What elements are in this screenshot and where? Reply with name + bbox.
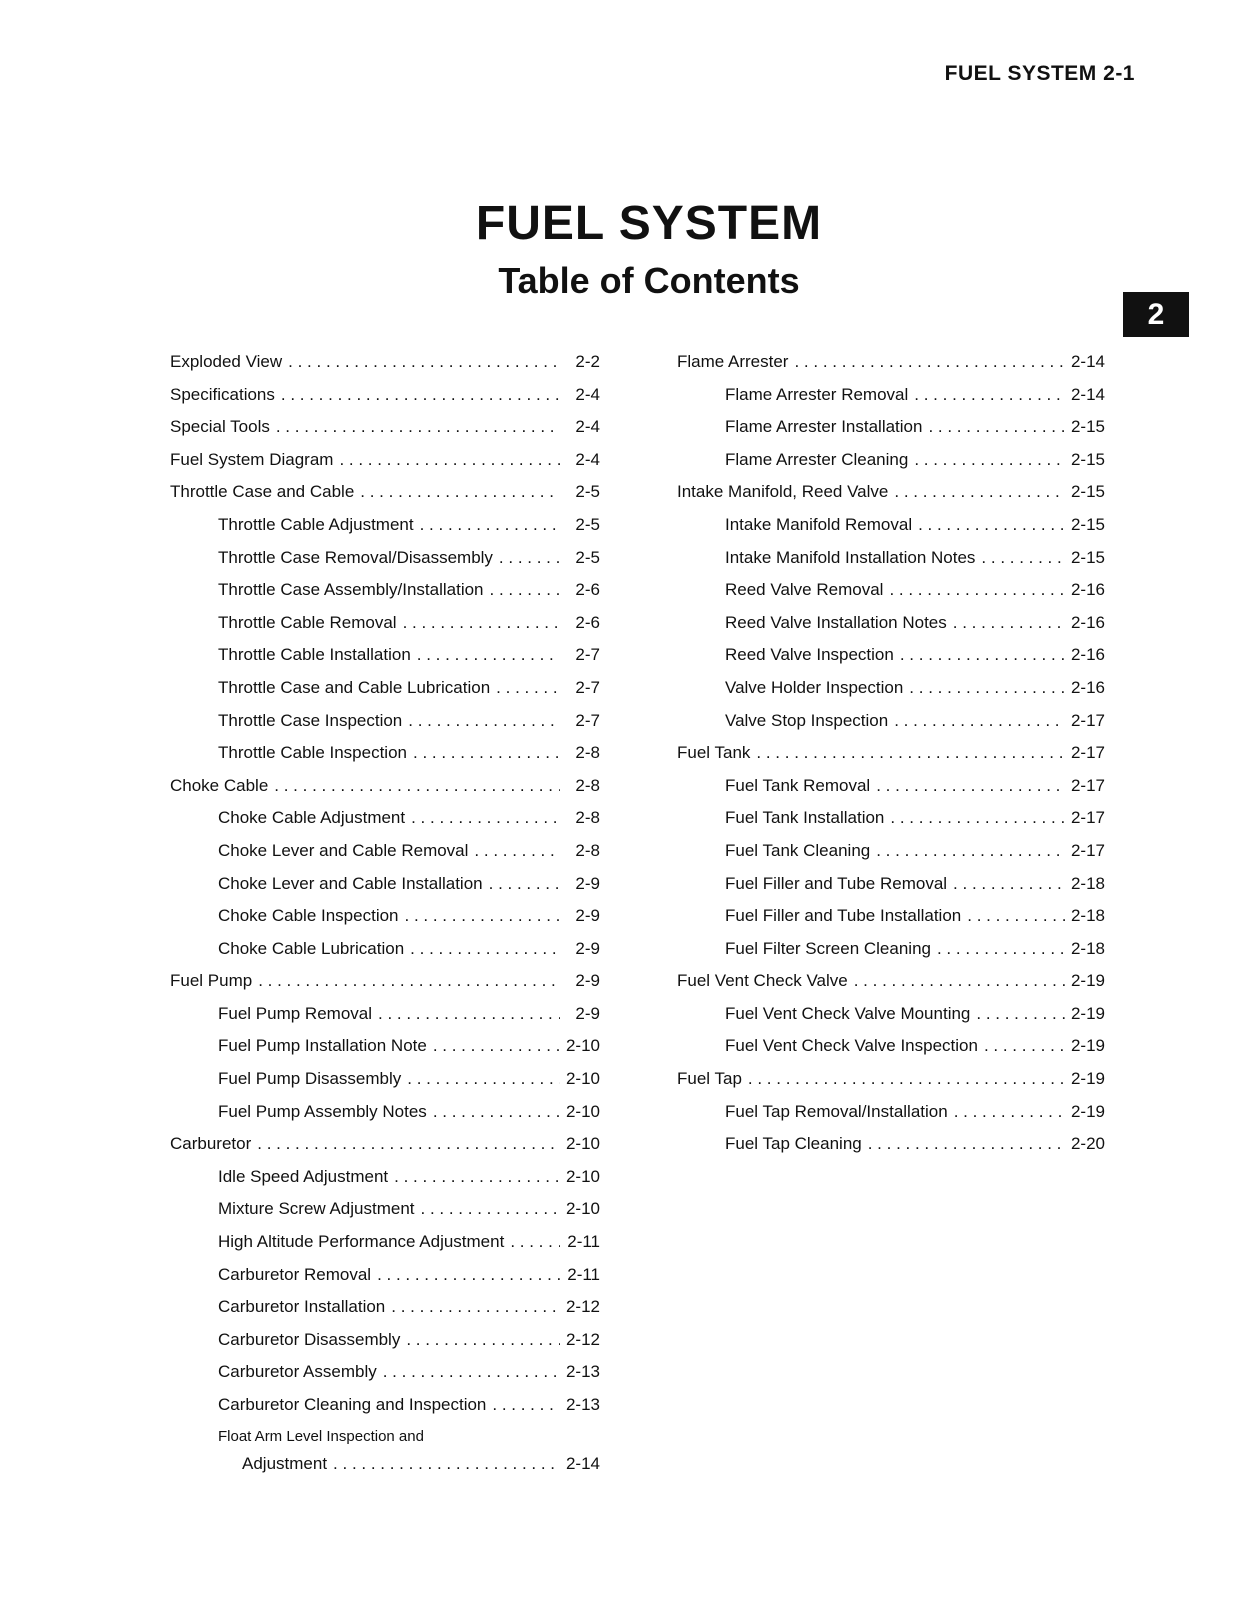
toc-leader-dots (756, 743, 1065, 763)
toc-entry (677, 841, 1105, 874)
toc-entry (677, 1036, 1105, 1069)
toc-entry (677, 1102, 1105, 1135)
toc-entry (677, 548, 1105, 581)
toc-leader-dots (928, 417, 1065, 437)
toc-entry (170, 1297, 600, 1330)
toc-entry-page: 2-12 (565, 1329, 600, 1349)
toc-leader-dots (377, 1265, 560, 1285)
toc-entry (170, 450, 600, 483)
toc-entry-label: Valve Holder Inspection (725, 677, 904, 697)
toc-entry-label: Fuel Tank (677, 743, 751, 763)
toc-entry-page: 2-4 (575, 417, 600, 437)
toc-entry-page: 2-18 (1070, 906, 1105, 926)
toc-entry-label: Choke Lever and Cable Removal (218, 840, 469, 860)
toc-leader-dots (967, 906, 1065, 926)
toc-entry (170, 548, 600, 581)
toc-leader-dots (407, 1069, 560, 1089)
toc-entry-page: 2-9 (575, 938, 600, 958)
toc-entry-label: Throttle Cable Adjustment (218, 514, 414, 534)
toc-leader-dots (953, 613, 1065, 633)
toc-entry (170, 1167, 600, 1200)
toc-entry (170, 939, 600, 972)
toc-leader-dots (914, 385, 1065, 405)
toc-entry-page: 2-19 (1070, 1101, 1105, 1121)
toc-entry-label: Specifications (170, 384, 275, 404)
toc-leader-dots (333, 1454, 560, 1474)
toc-leader-dots (490, 580, 560, 600)
toc-leader-dots (258, 971, 560, 991)
running-header: FUEL SYSTEM 2-1 (944, 62, 1135, 85)
toc-leader-dots (976, 1004, 1065, 1024)
toc-entry-label: Choke Cable Inspection (218, 906, 399, 926)
toc-entry (677, 515, 1105, 548)
toc-leader-dots (403, 613, 560, 633)
toc-entry-page: 2-5 (575, 482, 600, 502)
toc-entry (677, 417, 1105, 450)
toc-entry-page: 2-17 (1070, 808, 1105, 828)
toc-entry-label: Fuel Vent Check Valve (677, 971, 848, 991)
toc-entry-page: 2-11 (567, 1232, 600, 1252)
toc-leader-dots (937, 939, 1065, 959)
toc-entry-label: Valve Stop Inspection (725, 710, 889, 730)
toc-entry-page: 2-15 (1070, 547, 1105, 567)
toc-leader-dots (405, 906, 560, 926)
toc-entry-page: 2-18 (1070, 938, 1105, 958)
toc-entry-page: 2-20 (1070, 1134, 1105, 1154)
toc-entry-page: 2-9 (575, 1003, 600, 1023)
toc-entry-label: Float Arm Level Inspection and (218, 1427, 424, 1445)
toc-entry-page: 2-19 (1070, 1036, 1105, 1056)
toc-entry-page: 2-9 (575, 873, 600, 893)
toc-entry-page: 2-16 (1070, 645, 1105, 665)
toc-leader-dots (984, 1036, 1065, 1056)
toc-entry (170, 1362, 600, 1395)
toc-entry (170, 1004, 600, 1037)
toc-entry-page: 2-7 (575, 710, 600, 730)
toc-entry-label: Fuel Tank Installation (725, 808, 885, 828)
toc-entry-page: 2-10 (565, 1166, 600, 1186)
toc-entry-label: Fuel Pump Removal (218, 1003, 373, 1023)
toc-entry-label: Carburetor Disassembly (218, 1329, 401, 1349)
toc-entry-label: Fuel Filler and Tube Installation (725, 906, 962, 926)
toc-entry-page: 2-15 (1070, 449, 1105, 469)
toc-leader-dots (378, 1004, 560, 1024)
toc-entry (677, 971, 1105, 1004)
toc-entry-page: 2-2 (575, 352, 600, 371)
toc-entry-page: 2-18 (1070, 873, 1105, 893)
toc-entry-label: Fuel Vent Check Valve Mounting (725, 1003, 971, 1023)
toc-entry-page: 2-14 (1070, 352, 1105, 371)
toc-leader-dots (281, 385, 560, 405)
toc-entry-label: Fuel Pump Assembly Notes (218, 1101, 427, 1121)
page-subtitle: Table of Contents (498, 260, 800, 301)
toc-leader-dots (420, 515, 560, 535)
toc-entry (170, 482, 600, 515)
toc-entry-page: 2-14 (1070, 384, 1105, 404)
toc-entry-label: Intake Manifold Removal (725, 514, 913, 534)
toc-entry (677, 743, 1105, 776)
toc-leader-dots (914, 450, 1065, 470)
toc-entry-page: 2-19 (1070, 971, 1105, 991)
toc-leader-dots (274, 776, 560, 796)
toc-entry (677, 678, 1105, 711)
toc-entry-label: Fuel Tank Cleaning (725, 840, 871, 860)
toc-entry (170, 1036, 600, 1069)
toc-leader-dots (489, 874, 560, 894)
toc-leader-dots (433, 1102, 560, 1122)
toc-leader-dots (954, 1102, 1065, 1122)
toc-entry-label: Fuel Pump Installation Note (218, 1036, 427, 1056)
toc-entry-page: 2-8 (575, 743, 600, 763)
toc-leader-dots (406, 1330, 560, 1350)
toc-entry-label: Choke Lever and Cable Installation (218, 873, 483, 893)
toc-leader-dots (391, 1297, 560, 1317)
toc-entry (170, 580, 600, 613)
toc-entry-page: 2-11 (567, 1264, 600, 1284)
toc-entry-page: 2-10 (565, 1101, 600, 1121)
toc-entry-label: Fuel System Diagram (170, 449, 334, 469)
toc-entry-label: Flame Arrester Removal (725, 384, 909, 404)
toc-leader-dots (410, 939, 560, 959)
toc-leader-dots (889, 580, 1065, 600)
toc-entry-label: Idle Speed Adjustment (218, 1166, 389, 1186)
toc-entry-label: Throttle Case and Cable Lubrication (218, 677, 491, 697)
toc-entry (170, 808, 600, 841)
toc-entry-page: 2-17 (1070, 710, 1105, 730)
toc-entry (170, 1199, 600, 1232)
toc-leader-dots (748, 1069, 1065, 1089)
toc-entry-page: 2-10 (565, 1199, 600, 1219)
toc-leader-dots (360, 482, 560, 502)
toc-entry-label: Throttle Cable Installation (218, 645, 411, 665)
toc-entry-page: 2-9 (575, 906, 600, 926)
toc-entry (170, 1102, 600, 1135)
toc-entry-page: 2-5 (575, 514, 600, 534)
toc-entry (677, 352, 1105, 385)
toc-entry-label: Fuel Pump (170, 971, 253, 991)
toc-entry (677, 939, 1105, 972)
toc-entry-label: Adjustment (242, 1453, 328, 1473)
toc-leader-dots (339, 450, 560, 470)
toc-entry-label: High Altitude Performance Adjustment (218, 1232, 505, 1252)
toc-leader-dots (794, 352, 1064, 372)
toc-entry-page: 2-19 (1070, 1003, 1105, 1023)
toc-entry-page: 2-4 (575, 449, 600, 469)
toc-entry-label: Carburetor Cleaning and Inspection (218, 1395, 487, 1414)
toc-entry-label: Carburetor (170, 1134, 252, 1154)
toc-entry (677, 1134, 1105, 1167)
toc-entry-label: Intake Manifold Installation Notes (725, 547, 976, 567)
toc-entry-label: Throttle Cable Removal (218, 612, 397, 632)
toc-entry-label: Flame Arrester Cleaning (725, 449, 909, 469)
toc-entry (170, 1069, 600, 1102)
toc-leader-dots (981, 548, 1065, 568)
toc-leader-dots (474, 841, 560, 861)
toc-leader-dots (499, 548, 560, 568)
toc-leader-dots (854, 971, 1065, 991)
toc-leader-dots (496, 678, 560, 698)
toc-entry (677, 1069, 1105, 1102)
toc-entry (677, 580, 1105, 613)
toc-entry (677, 450, 1105, 483)
toc-entry (677, 1004, 1105, 1037)
toc-entry-label: Fuel Tap Removal/Installation (725, 1101, 948, 1121)
toc-entry-page: 2-6 (575, 580, 600, 600)
toc-entry-label: Throttle Case Removal/Disassembly (218, 547, 493, 567)
toc-leader-dots (492, 1395, 560, 1415)
toc-entry-label: Exploded View (170, 352, 283, 371)
toc-entry-label: Fuel Filler and Tube Removal (725, 873, 948, 893)
toc-leader-dots (276, 417, 560, 437)
toc-leader-dots (876, 841, 1065, 861)
toc-entry (677, 808, 1105, 841)
toc-entry (170, 906, 600, 939)
toc-column-left (170, 352, 600, 1486)
toc-leader-dots (417, 645, 560, 665)
toc-leader-dots (894, 482, 1065, 502)
toc-entry (170, 1330, 600, 1363)
toc-leader-dots (394, 1167, 560, 1187)
toc-entry (677, 482, 1105, 515)
toc-entry-page: 2-16 (1070, 677, 1105, 697)
page-title: FUEL SYSTEM (475, 197, 823, 250)
toc-entry-label: Throttle Cable Inspection (218, 743, 407, 763)
toc-entry-page: 2-8 (575, 775, 600, 795)
toc-entry (170, 385, 600, 418)
toc-entry-page: 2-19 (1070, 1069, 1105, 1089)
toc-entry-label: Flame Arrester (677, 352, 789, 371)
toc-entry-page: 2-16 (1070, 580, 1105, 600)
toc-leader-dots (413, 743, 560, 763)
toc-entry (170, 874, 600, 907)
toc-entry-page: 2-13 (565, 1362, 600, 1382)
toc-entry-label: Flame Arrester Installation (725, 417, 923, 437)
toc-entry (170, 776, 600, 809)
toc-entry-label: Fuel Tank Removal (725, 775, 871, 795)
toc-entry-page: 2-16 (1070, 612, 1105, 632)
toc-entry-page: 2-8 (575, 840, 600, 860)
toc-entry (677, 776, 1105, 809)
toc-entry (170, 1134, 600, 1167)
toc-entry (170, 1265, 600, 1298)
toc-leader-dots (408, 711, 560, 731)
toc-entry (170, 417, 600, 450)
toc-leader-dots (288, 352, 560, 372)
toc-entry-label: Fuel Tap (677, 1069, 742, 1089)
toc-entry-page: 2-8 (575, 808, 600, 828)
toc-entry-page: 2-7 (575, 645, 600, 665)
toc-entry-page: 2-6 (575, 612, 600, 632)
toc-entry-page: 2-9 (575, 971, 600, 991)
toc-entry-label: Carburetor Installation (218, 1297, 386, 1317)
toc-entry-page: 2-10 (565, 1036, 600, 1056)
toc-leader-dots (868, 1134, 1065, 1154)
toc-entry (170, 613, 600, 646)
toc-entry (170, 971, 600, 1004)
toc-entry (170, 645, 600, 678)
toc-entry-page: 2-17 (1070, 743, 1105, 763)
toc-entry (170, 352, 600, 385)
toc-leader-dots (510, 1232, 560, 1252)
chapter-tab: 2 (1123, 292, 1189, 337)
toc-entry-page: 2-10 (565, 1069, 600, 1089)
toc-leader-dots (894, 711, 1065, 731)
toc-entry (170, 678, 600, 711)
toc-entry-page: 2-12 (565, 1297, 600, 1317)
toc-leader-dots (918, 515, 1065, 535)
toc-entry-label: Reed Valve Inspection (725, 645, 894, 665)
toc-entry-label: Reed Valve Installation Notes (725, 612, 947, 632)
toc-entry-label: Fuel Vent Check Valve Inspection (725, 1036, 978, 1056)
toc-entry (170, 743, 600, 776)
toc-entry (677, 906, 1105, 939)
toc-entry (170, 1232, 600, 1265)
toc-entry (677, 874, 1105, 907)
toc-leader-dots (411, 808, 560, 828)
toc-entry (170, 841, 600, 874)
toc-leader-dots (383, 1362, 560, 1382)
toc-entry-label: Fuel Filter Screen Cleaning (725, 938, 931, 958)
toc-leader-dots (433, 1036, 560, 1056)
toc-entry-page: 2-10 (565, 1134, 600, 1154)
toc-entry-label: Throttle Case and Cable (170, 482, 355, 502)
toc-entry (677, 645, 1105, 678)
toc-leader-dots (953, 874, 1065, 894)
toc-leader-dots (421, 1199, 560, 1219)
toc-entry-label: Fuel Tap Cleaning (725, 1134, 862, 1154)
toc-entry-page: 2-7 (575, 677, 600, 697)
toc-entry-label: Choke Cable Lubrication (218, 938, 405, 958)
toc-entry-page: 2-13 (565, 1395, 600, 1414)
toc-entry-page: 2-17 (1070, 775, 1105, 795)
toc-entry (677, 711, 1105, 744)
toc-entry-page: 2-15 (1070, 417, 1105, 437)
toc-entry-label: Choke Cable (170, 775, 269, 795)
toc-entry-page: 2-17 (1070, 840, 1105, 860)
toc-entry-label: Carburetor Assembly (218, 1362, 377, 1382)
toc-entry-page: 2-5 (575, 547, 600, 567)
toc-entry-label: Intake Manifold, Reed Valve (677, 482, 889, 502)
toc-entry-page: 2-15 (1070, 482, 1105, 502)
toc-leader-dots (257, 1134, 560, 1154)
toc-entry-label: Mixture Screw Adjustment (218, 1199, 415, 1219)
toc-entry-page: 2-15 (1070, 514, 1105, 534)
toc-entry-page: 2-4 (575, 384, 600, 404)
toc-entry-label: Carburetor Removal (218, 1264, 372, 1284)
toc-entry-label: Choke Cable Adjustment (218, 808, 406, 828)
toc-entry (170, 711, 600, 744)
toc-entry-label: Throttle Case Assembly/Installation (218, 580, 484, 600)
toc-entry-label: Fuel Pump Disassembly (218, 1069, 402, 1089)
toc-entry-label: Throttle Case Inspection (218, 710, 403, 730)
toc-leader-dots (876, 776, 1065, 796)
toc-entry (170, 515, 600, 548)
toc-entry (170, 1454, 600, 1487)
toc-entry-label: Special Tools (170, 417, 270, 437)
toc-entry-label: Reed Valve Removal (725, 580, 884, 600)
toc-entry (677, 613, 1105, 646)
toc-entry (170, 1395, 600, 1428)
toc-entry (170, 1428, 600, 1454)
toc-leader-dots (900, 645, 1065, 665)
toc-entry (677, 385, 1105, 418)
toc-entry-page: 2-14 (565, 1453, 600, 1473)
toc-column-right (677, 352, 1105, 1167)
toc-leader-dots (909, 678, 1065, 698)
toc-leader-dots (890, 808, 1065, 828)
